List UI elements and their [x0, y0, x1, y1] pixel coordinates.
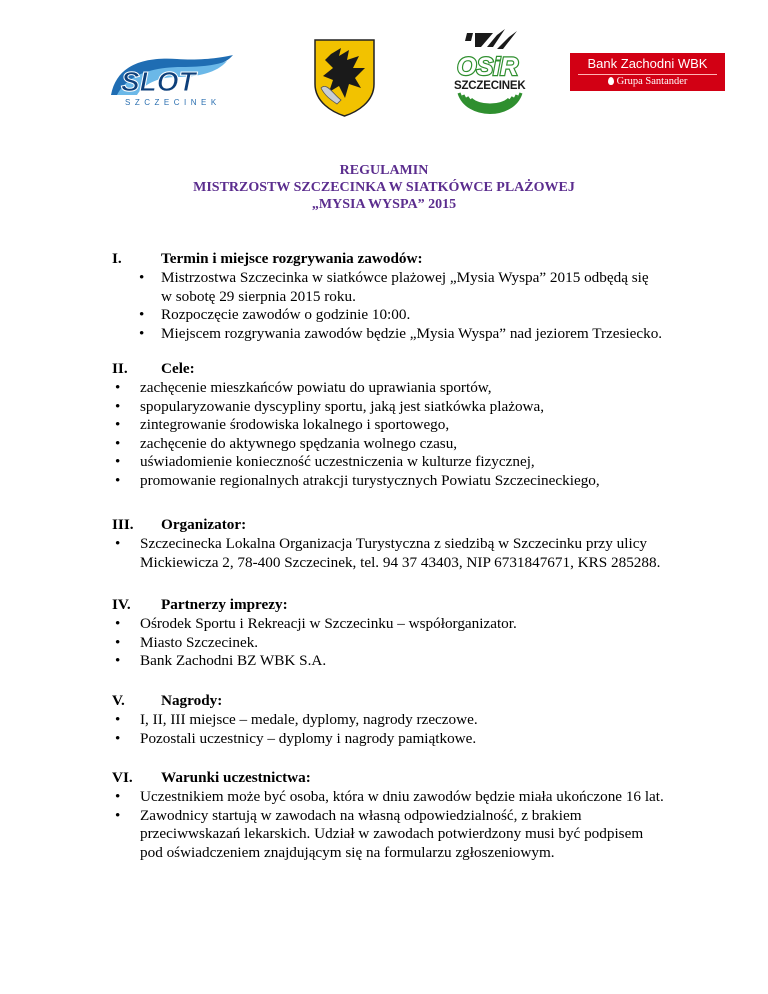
bullet-icon: • — [115, 729, 121, 747]
list-item-continuation: pod oświadczeniem znajdującym się na formularzu zgłoszeniowym. — [140, 843, 555, 861]
flame-icon — [608, 77, 614, 85]
event-name: „MYSIA WYSPA” 2015 — [311, 197, 457, 212]
slot-wave-icon — [107, 55, 235, 99]
list-item: • promowanie regionalnych atrakcji turystycznych Powiatu Szczecineckiego, — [115, 471, 600, 489]
section-number: IV. — [112, 596, 131, 613]
bullet-icon: • — [115, 711, 121, 728]
bullet-icon: • — [115, 416, 121, 433]
bullet-icon: • — [115, 633, 121, 651]
osir-subtitle: SZCZECINEK — [454, 80, 526, 92]
list-item: • Uczestnikiem może być osoba, która w dniu zawodów będzie miała ukończone 16 lat. — [115, 788, 664, 805]
bullet-icon: • — [115, 535, 121, 552]
bullet-icon: • — [115, 806, 121, 824]
slot-subtitle: SZCZECINEK — [125, 98, 221, 107]
list-item: • zintegrowanie środowiska lokalnego i sportowego, — [115, 416, 450, 433]
section-prizes — [112, 692, 712, 748]
logos-header — [0, 0, 768, 140]
bullet-icon: • — [115, 652, 121, 669]
bank-logo — [570, 53, 725, 91]
section-number: I. — [112, 250, 122, 267]
section-partners — [112, 596, 712, 671]
section-heading — [112, 516, 712, 535]
list-item: • uświadomienie konieczność uczestniczenia w kulturze fizycznej, — [115, 453, 535, 470]
section-heading — [112, 596, 712, 615]
section-number: III. — [112, 516, 134, 533]
list-item: • Rozpoczęcie zawodów o godzinie 10:00. — [139, 306, 411, 323]
list-item: • Miejscem rozgrywania zawodów będzie „Mysia Wyspa” nad jeziorem Trzesiecko. — [139, 324, 663, 342]
list-item: • Zawodnicy startują w zawodach na własną odpowiedzialność, z brakiem — [115, 806, 582, 824]
list-item: • zachęcenie do aktywnego spędzania wolnego czasu, — [115, 434, 458, 452]
section-title: Warunki uczestnictwa: — [161, 769, 311, 786]
list-item: • zachęcenie mieszkańców powiatu do uprawiania sportów, — [115, 379, 492, 396]
bank-name: Bank Zachodni WBK — [587, 56, 708, 71]
document-title: REGULAMIN — [339, 163, 429, 178]
bullet-icon: • — [139, 269, 145, 286]
bank-divider — [578, 74, 717, 75]
list-item-continuation: Mickiewicza 2, 78-400 Szczecinek, tel. 94 37 43403, NIP 6731847671, KRS 285288. — [140, 553, 661, 571]
bullet-icon: • — [115, 397, 121, 415]
section-title: Organizator: — [161, 516, 247, 533]
section-number: VI. — [112, 769, 133, 786]
section-goals — [112, 360, 712, 490]
svg-text:SLOT: SLOT — [121, 66, 196, 97]
bullet-icon: • — [115, 453, 121, 470]
list-item-continuation: przeciwwskazań lekarskich. Udział w zawodach potwierdzony musi być podpisem — [140, 825, 644, 842]
list-item: • Mistrzostwa Szczecinka w siatkówce plażowej „Mysia Wyspa” 2015 odbędą się — [139, 269, 649, 286]
section-heading — [112, 692, 712, 711]
bullet-icon: • — [115, 788, 121, 805]
list-item: • Pozostali uczestnicy – dyplomy i nagrody pamiątkowe. — [115, 729, 477, 747]
section-heading — [112, 360, 712, 379]
osir-logo — [453, 27, 528, 127]
section-title: Cele: — [161, 360, 195, 377]
section-conditions — [112, 769, 712, 862]
griffin-crest-icon — [313, 38, 376, 118]
list-item: • spopularyzowanie dyscypliny sportu, jaką jest siatkówka plażowa, — [115, 397, 545, 415]
list-item: • Ośrodek Sportu i Rekreacji w Szczecinku – współorganizator. — [115, 615, 517, 632]
bullet-icon: • — [115, 471, 121, 489]
bullet-icon: • — [139, 306, 145, 323]
section-heading — [112, 769, 712, 788]
section-organizer — [112, 516, 712, 572]
section-title: Nagrody: — [161, 692, 223, 709]
bank-group-label: Grupa Santander — [616, 76, 688, 87]
list-item: • Miasto Szczecinek. — [115, 633, 259, 651]
list-item: • Bank Zachodni BZ WBK S.A. — [115, 652, 327, 669]
svg-text:OSiR: OSiR — [457, 53, 519, 81]
bullet-icon: • — [115, 379, 121, 396]
bullet-icon: • — [139, 324, 145, 342]
list-item-continuation: w sobotę 29 sierpnia 2015 roku. — [161, 287, 356, 305]
bank-group — [570, 76, 725, 87]
section-term-and-place — [112, 250, 712, 343]
section-number: II. — [112, 360, 128, 377]
bullet-icon: • — [115, 434, 121, 452]
section-number: V. — [112, 692, 125, 709]
section-title: Partnerzy imprezy: — [161, 596, 288, 613]
section-title: Termin i miejsce rozgrywania zawodów: — [161, 250, 423, 267]
section-heading — [112, 250, 712, 269]
list-item: • Szczecinecka Lokalna Organizacja Turystyczna z siedzibą w Szczecinku przy ulicy — [115, 535, 648, 552]
bullet-icon: • — [115, 615, 121, 632]
slot-logo — [107, 55, 235, 111]
document-subtitle: MISTRZOSTW SZCZECINKA W SIATKÓWCE PLAŻOWEJ — [193, 180, 575, 195]
list-item: • I, II, III miejsce – medale, dyplomy, nagrody rzeczowe. — [115, 711, 478, 728]
